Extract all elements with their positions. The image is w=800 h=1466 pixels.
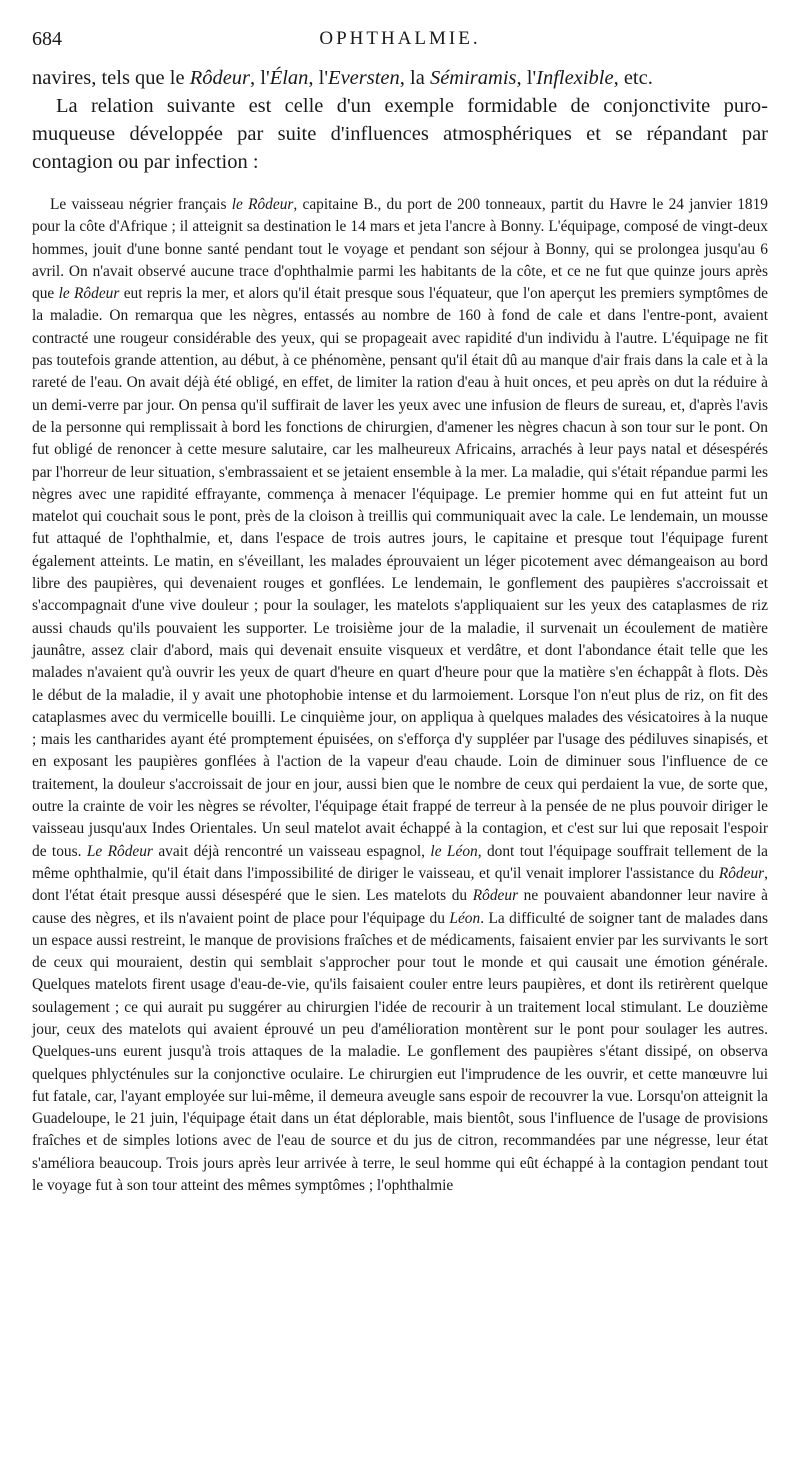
ship-name: Léon — [449, 909, 481, 927]
ship-name: Sémiramis — [429, 67, 517, 89]
text-run: avait déjà rencontré un vaisseau espagnol, — [152, 842, 431, 860]
quoted-account — [32, 194, 768, 1197]
text-run: , capitaine B., du port de 200 tonneaux, partit du Havre le 24 janvier 1819 pour la côte d'Afrique ; il atteignit sa destination le 14 mars et jeta l'ancre à Bonny. L'équipage, composé de vingt-deux hommes, jouit d'une bonne santé pendant tout le voyage et pendant son séjour à Bonny, qui se prolongea jusqu'au 6 avril. On n'avait observé aucune trace d'ophthalmie parmi les habitants de la côte, et ce ne fut que quinze jours après que — [32, 196, 768, 303]
intro-line — [32, 64, 768, 92]
text-run: navires, tels que le — [32, 67, 190, 89]
text-run: , la — [399, 67, 430, 89]
text-run: ne pouvaient abandonner leur navire à cause des nègres, et ils n'avaient point de place pour l'équipage du — [32, 887, 768, 927]
ship-name: le Rôdeur — [58, 285, 120, 303]
intro-paragraph: La relation suivante est celle d'un exemple formidable de conjonctivite puro-muqueuse développée par suite d'influences atmosphériques et se répandant par contagion ou par infection : — [32, 95, 768, 173]
page-header — [32, 22, 768, 52]
running-title: OPHTHALMIE. — [319, 28, 481, 49]
text-run: Le vaisseau négrier français — [50, 196, 232, 213]
ship-name: le Rôdeur — [231, 196, 294, 213]
intro-text — [32, 64, 768, 176]
text-run: , l' — [516, 67, 537, 89]
text-run: eut repris la mer, et alors qu'il était presque sous l'équateur, que l'on aperçut les premiers symptômes de la maladie. On remarqua que les nègres, entassés au nombre de 160 à fond de cale et dans l'entre-pont, avaient contracté une rougeur considérable des yeux, qui se propageait avec rapidité d'un individu à l'autre. L'équipage ne fit pas toutefois grande attention, au début, à ce phénomène, pensant qu'il était dû au manque d'air frais dans la cale et à la rareté de l'eau. On avait déjà été obligé, en effet, de limiter la ration d'eau à huit onces, et peu après on dut la réduire à un demi-verre par jour. On pensa qu'il suffirait de laver les yeux avec une infusion de fleurs de sureau, et, d'après l'avis de la personne qui remplissait à bord les fonctions de chirurgien, d'amener les nègres chacun à son tour sur le pont. On fut obligé de renoncer à cette mesure salutaire, car les malheureux Africains, arrachés à leur pays natal et désespérés par l'horreur de leur situation, s'embrassaient et se jetaient ensemble à la mer. La maladie, qui s'était répandue parmi les nègres avec une rapidité effrayante, commença à menacer l'équipage. Le premier homme qui en fut atteint fut un matelot qui couchait sous le pont, près de la cloison à treillis qui communiquait avec la cale. Le lendemain, un mousse fut attaqué de l'ophthalmie, et, dans l'espace de trois autres jours, le capitaine et presque tout l'équipage furent également atteints. Le matin, en s'éveillant, les malades éprouvaient un léger picotement avec démangeaison au bord libre des paupières, qui devenaient rouges et gonflées. Le lendemain, le gonflement des paupières s'accroissait et s'accompagnait d'une vive douleur ; pour la soulager, les matelots s'appliquaient sur les yeux des cataplasmes de riz aussi chauds qu'ils pouvaient les supporter. Le troisième jour de la maladie, il survenait un écoulement de matière jaunâtre, assez clair d'abord, mais qui devenait ensuite visqueux et verdâtre, et dont l'abondance était telle que les malades n'avaient qu'à ouvrir les yeux de quart d'heure en quart d'heure pour que la matière s'en échappât à flots. Dès le début de la maladie, il y avait une photophobie intense et du larmoiement. Lorsque l'on n'eut plus de riz, on fit des cataplasmes avec du vermicelle bouilli. Le cinquième jour, on appliqua à quelques malades des vésicatoires à la nuque ; mais les cantharides ayant été promptement épuisées, on s'efforça d'y suppléer par l'usage des pédiluves sinapisés, et en exposant les paupières gonflées à l'action de la vapeur d'eau chaude. Loin de diminuer sous l'influence de ce traitement, la douleur s'accroissait de jour en jour, aussi bien que le nombre de ceux qui perdaient la vue, de sorte que, outre la crainte de voir les nègres se révolter, l'équipage était frappé de terreur à la pensée de ne plus pouvoir diriger le vaisseau jusqu'aux Indes Orientales. Un seul matelot avait échappé à la contagion, et c'est sur lui que reposait l'espoir de tous. — [32, 285, 768, 860]
text-run: , dont l'état était presque aussi désespéré que le sien. Les matelots du — [32, 864, 768, 905]
ship-name: Rôdeur — [472, 887, 519, 905]
text-run: , l' — [250, 67, 270, 89]
page-number: 684 — [32, 28, 62, 50]
ship-name: Eversten — [328, 67, 400, 89]
ship-name: le Léon — [430, 842, 478, 860]
ship-name: Rôdeur — [718, 864, 765, 882]
text-run: . La difficulté de soigner tant de malades dans un espace aussi restreint, le manque de provisions fraîches et de médicaments, faisaient envier par les survivants le sort de ceux qui mouraient, destin qui semblait s'approcher pour tout le monde et qui causait une émotion générale. Quelques matelots firent usage d'eau-de-vie, qu'ils faisaient couler entre leurs paupières, et dont ils retirèrent quelque soulagement ; ce qui aurait pu suggérer au chirurgien l'idée de recourir à un traitement local stimulant. Le douzième jour, ceux des matelots qui avaient éprouvé un peu d'amélioration montèrent sur le pont pour soulager les autres. Quelques-uns eurent jusqu'à trois attaques de la maladie. Le gonflement des paupières s'étant dissipé, on observa quelques phlycténules sur la conjonctive oculaire. Le chirurgien eut l'imprudence de les ouvrir, et cette manœuvre lui fut fatale, car, l'ayant employée sur lui-même, il demeura aveugle sans espoir de recouvrer la vue. Lorsqu'on atteignit la Guadeloupe, le 21 juin, l'équipage était dans un état déplorable, mais bientôt, sous l'influence de l'usage de provisions fraîches et de simples lotions avec de l'eau de source et du jus de citron, recommandées par une négresse, leur état s'améliora beaucoup. Trois jours après leur arrivée à terre, le seul homme qui eût échappé à la contagion pendant tout le voyage fut à son tour atteint des mêmes symptômes ; l'ophthalmie — [32, 909, 768, 1195]
ship-name: Élan — [269, 67, 309, 89]
text-run: , l' — [308, 67, 329, 89]
ship-name: Inflexible — [536, 67, 614, 89]
page — [32, 22, 768, 1197]
text-run: , dont tout l'équipage souffrait tellement de la même ophthalmie, qu'il était dans l'impossibilité de diriger le vaisseau, et qu'il venait implorer l'assistance du — [32, 842, 768, 882]
ship-name: Rôdeur — [189, 67, 251, 89]
ship-name: Le Rôdeur — [86, 842, 153, 860]
text-run: , etc. — [613, 67, 653, 89]
account-paragraph — [32, 194, 768, 1197]
